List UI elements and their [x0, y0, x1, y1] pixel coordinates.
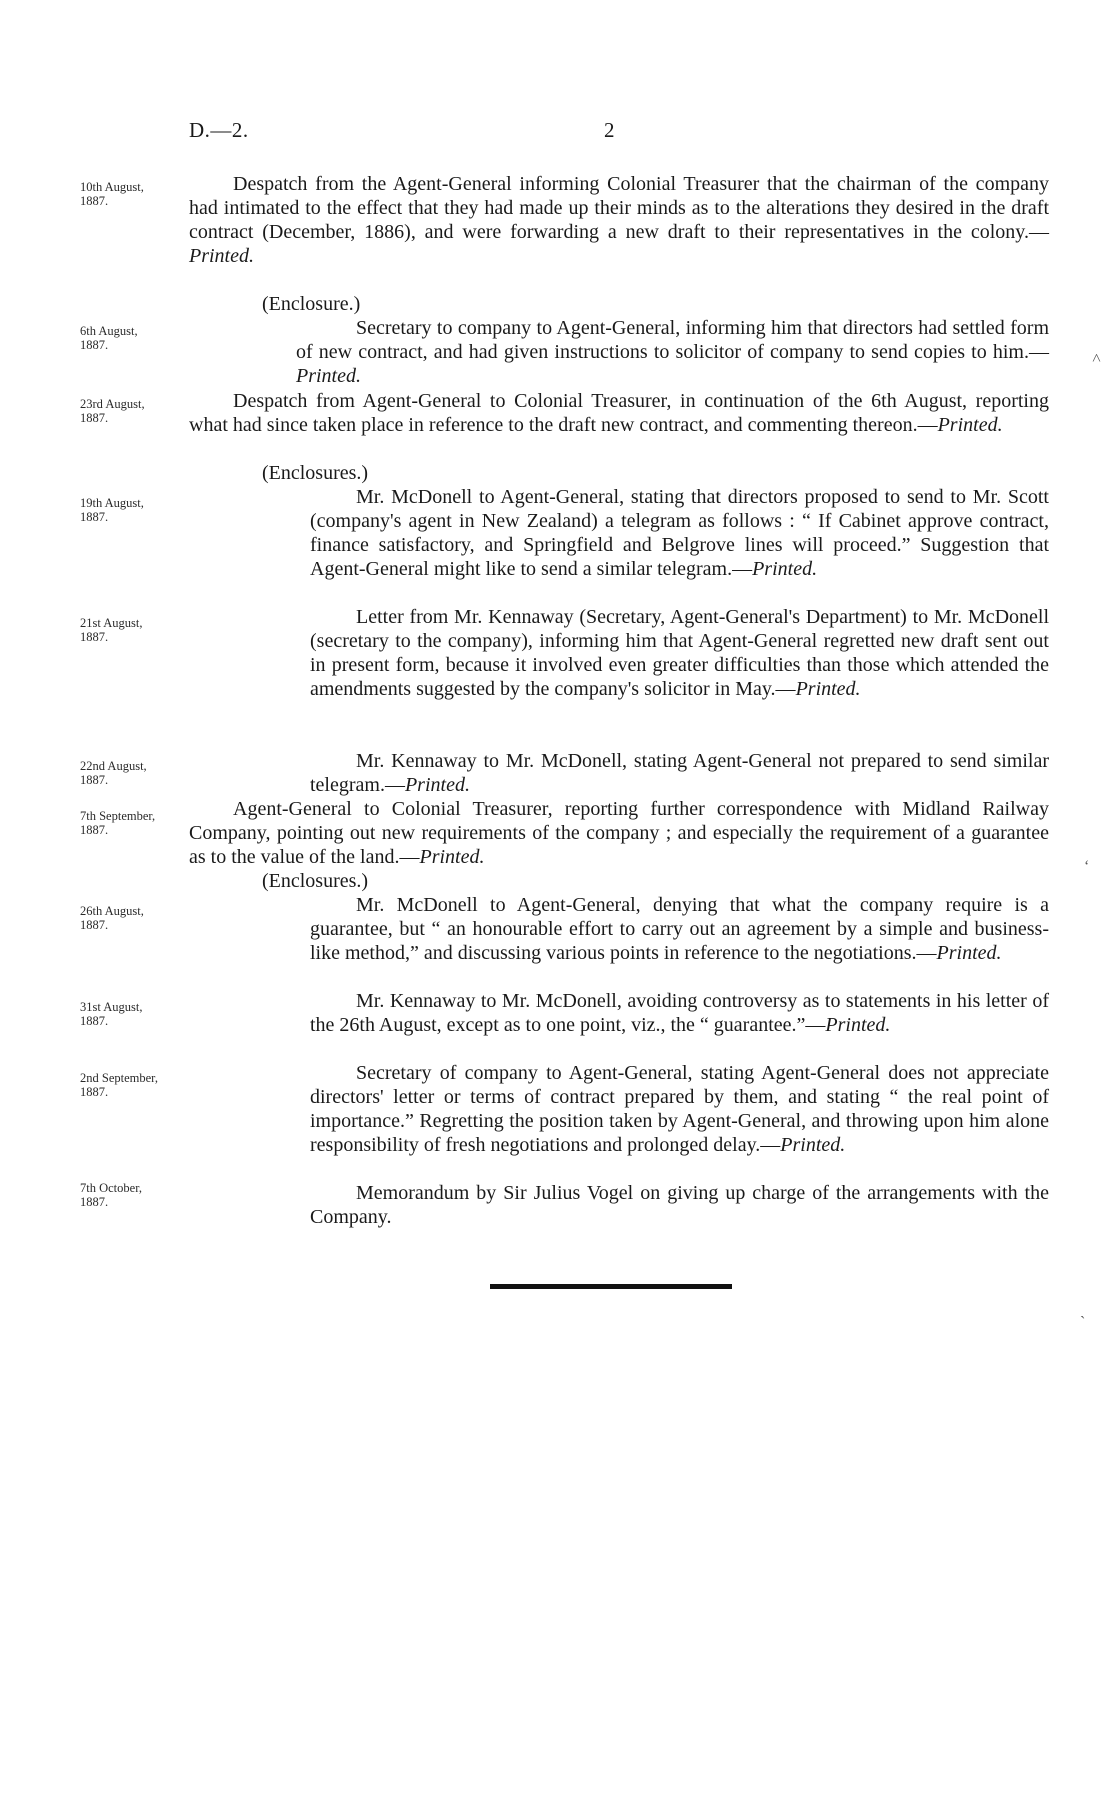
- entry-paragraph: Agent-General to Colonial Treasurer, reporting further correspondence with Midland Railway Company, pointing out new requirements of the company ; and especially the requirement of a guarantee as to the value of the land.—Printed.: [189, 798, 1049, 868]
- margin-date: 31st August, 1887.: [80, 1000, 143, 1028]
- entry-paragraph: Secretary of company to Agent-General, stating Agent-General does not appreciate directors' letter or terms of contract prepared by them, and stating “ the real point of importance.” Regretting the position taken by Agent-General, and throwing upon him alone responsibility of fresh negotiations and prolonged delay.—Printed.: [310, 1062, 1049, 1156]
- entry-paragraph: Letter from Mr. Kennaway (Secretary, Agent-General's Department) to Mr. McDonell (secretary to the company), informing him that Agent-General regretted new draft sent out in present form, because it involved even greater difficulties than those which attended the amendments suggested by the company's solicitor in May.—Printed.: [310, 606, 1049, 700]
- enclosure-heading: (Enclosure.): [262, 293, 361, 315]
- entry-paragraph: Mr. Kennaway to Mr. McDonell, avoiding controversy as to statements in his letter of the 26th August, except as to one point, viz., the “ guarantee.”—Printed.: [310, 990, 1049, 1036]
- margin-date: 10th August, 1887.: [80, 180, 144, 208]
- section-end-rule: [490, 1284, 732, 1289]
- scan-mark: ˎ: [1080, 1302, 1086, 1319]
- enclosure-heading: (Enclosures.): [262, 870, 369, 892]
- enclosure-heading: (Enclosures.): [262, 462, 369, 484]
- margin-date: 26th August, 1887.: [80, 904, 144, 932]
- scan-mark: ʻ: [1084, 858, 1090, 875]
- margin-date: 6th August, 1887.: [80, 324, 138, 352]
- entry-paragraph: Despatch from the Agent-General informing Colonial Treasurer that the chairman of the company had intimated to the effect that they had made up their minds as to the alterations they desired in the draft contract (December, 1886), and were forwarding a new draft to their representatives in the colony.—Printed.: [189, 173, 1049, 267]
- margin-date: 7th September, 1887.: [80, 809, 156, 837]
- entry-paragraph: Mr. McDonell to Agent-General, denying that what the company require is a guarantee, but “ an honourable effort to carry out an agreement by a simple and business-like method,” and discussing various points in reference to the negotiations.—Printed.: [310, 894, 1049, 964]
- entry-paragraph: Memorandum by Sir Julius Vogel on giving up charge of the arrangements with the Company.: [310, 1182, 1049, 1228]
- entry-paragraph: Mr. Kennaway to Mr. McDonell, stating Agent-General not prepared to send similar telegram.—Printed.: [310, 750, 1049, 796]
- margin-date: 2nd September, 1887.: [80, 1071, 158, 1099]
- margin-date: 23rd August, 1887.: [80, 397, 145, 425]
- entry-paragraph: Mr. McDonell to Agent-General, stating that directors proposed to send to Mr. Scott (company's agent in New Zealand) a telegram as follows : “ If Cabinet approve contract, finance satisfactory, and Springfield and Belgrove lines will proceed.” Suggestion that Agent-General might like to send a similar telegram.—Printed.: [310, 486, 1049, 580]
- entry-paragraph: Despatch from Agent-General to Colonial Treasurer, in continuation of the 6th August, reporting what had since taken place in reference to the draft new contract, and commenting thereon.—Printed.: [189, 390, 1049, 436]
- document-reference: D.—2.: [189, 118, 249, 142]
- margin-date: 7th October, 1887.: [80, 1181, 142, 1209]
- margin-date: 22nd August, 1887.: [80, 759, 147, 787]
- margin-date: 21st August, 1887.: [80, 616, 143, 644]
- margin-date: 19th August, 1887.: [80, 496, 144, 524]
- entry-paragraph: Secretary to company to Agent-General, informing him that directors had settled form of new contract, and had given instructions to solicitor of company to send copies to him.—Printed.: [296, 317, 1049, 387]
- page-number: 2: [604, 118, 615, 142]
- scan-mark: ˄: [1092, 350, 1102, 367]
